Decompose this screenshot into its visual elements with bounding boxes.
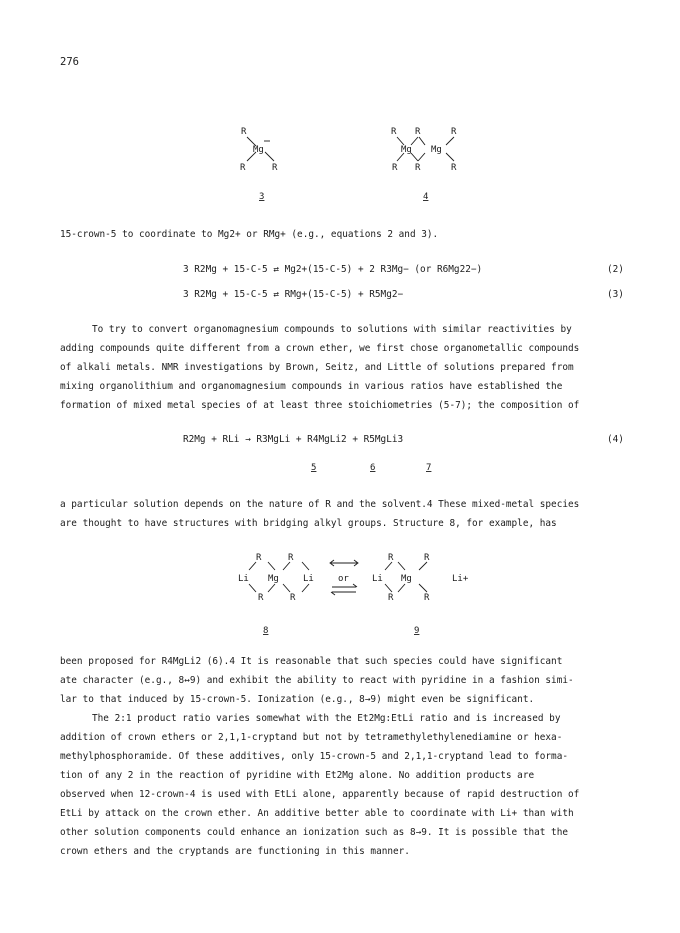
- paragraph-4-line: tion of any 2 in the reaction of pyridine with Et2Mg alone. No addition products are: [60, 770, 535, 781]
- equation-2-number: (2): [607, 264, 624, 275]
- r-label: R: [391, 127, 397, 137]
- r-label: R: [451, 127, 457, 137]
- r-label: R: [290, 593, 296, 603]
- compound-number-5: 5: [311, 463, 317, 473]
- mg-label: Mg: [268, 574, 279, 584]
- or-label: or: [338, 574, 349, 584]
- compound-number-7: 7: [426, 463, 432, 473]
- paragraph-2-line: a particular solution depends on the nature of R and the solvent.4 These mixed-metal species: [60, 499, 580, 510]
- paragraph-1-line: formation of mixed metal species of at least three stoichiometries (5-7); the composition of: [60, 400, 580, 411]
- li-label: Li: [238, 574, 249, 584]
- equation-4-number: (4): [607, 434, 624, 445]
- r-label: R: [388, 553, 394, 563]
- li-label: Li: [372, 574, 383, 584]
- r-label: R: [424, 593, 430, 603]
- equation-2: 3 R2Mg + 15-C-5 ⇄ Mg2+(15-C-5) + 2 R3Mg− (or R6Mg22−): [183, 264, 483, 275]
- r-label: R: [272, 163, 278, 173]
- r-label: R: [424, 553, 430, 563]
- r-label: R: [415, 127, 421, 137]
- equation-3: 3 R2Mg + 15-C-5 ⇄ RMg+(15-C-5) + R5Mg2−: [183, 289, 404, 300]
- mg-label: Mg: [431, 145, 442, 155]
- compound-number-6: 6: [370, 463, 376, 473]
- r-label: R: [288, 553, 294, 563]
- paragraph-4-line: observed when 12-crown-4 is used with EtLi alone, apparently because of rapid destruction of: [60, 789, 580, 800]
- r-label: R: [415, 163, 421, 173]
- paragraph-2-line: are thought to have structures with bridging alkyl groups. Structure 8, for example, has: [60, 518, 557, 529]
- compound-number-8: 8: [263, 626, 269, 636]
- li-label: Li: [303, 574, 314, 584]
- paragraph-3-line: been proposed for R4MgLi2 (6).4 It is reasonable that such species could have significant: [60, 656, 563, 667]
- paragraph-4-line: The 2:1 product ratio varies somewhat with the Et2Mg:EtLi ratio and is increased by: [92, 713, 561, 724]
- r-label: R: [451, 163, 457, 173]
- r-label: R: [241, 127, 247, 137]
- li-cation-label: Li+: [452, 574, 469, 584]
- mg-label: Mg: [253, 145, 264, 155]
- r-label: R: [388, 593, 394, 603]
- mg-label: Mg: [401, 574, 412, 584]
- paragraph-4-line: crown ethers and the cryptands are functioning in this manner.: [60, 846, 410, 857]
- intro-line: 15-crown-5 to coordinate to Mg2+ or RMg+ (e.g., equations 2 and 3).: [60, 229, 439, 240]
- paragraph-3-line: ate character (e.g., 8↔9) and exhibit the ability to react with pyridine in a fashion simi-: [60, 675, 574, 686]
- paragraph-1-line: mixing organolithium and organomagnesium compounds in various ratios have established the: [60, 381, 563, 392]
- compound-number-4: 4: [423, 192, 429, 202]
- r-label: R: [258, 593, 264, 603]
- paragraph-4-line: EtLi by attack on the crown ether. An additive better able to coordinate with Li+ than with: [60, 808, 574, 819]
- r-label: R: [256, 553, 262, 563]
- paragraph-3-line: lar to that induced by 15-crown-5. Ionization (e.g., 8→9) might even be significant.: [60, 694, 535, 705]
- paragraph-1-line: To try to convert organomagnesium compounds to solutions with similar reactivities by: [92, 324, 572, 335]
- equation-4: R2Mg + RLi → R3MgLi + R4MgLi2 + R5MgLi3: [183, 434, 404, 445]
- compound-number-9: 9: [414, 626, 420, 636]
- r-label: R: [392, 163, 398, 173]
- paragraph-4-line: addition of crown ethers or 2,1,1-cryptand but not by tetramethylethylenediamine or hexa-: [60, 732, 563, 743]
- r-label: R: [240, 163, 246, 173]
- equation-3-number: (3): [607, 289, 624, 300]
- paragraph-1-line: of alkali metals. NMR investigations by Brown, Seitz, and Little of solutions prepared from: [60, 362, 574, 373]
- page-number: 276: [60, 56, 79, 68]
- paragraph-4-line: other solution components could enhance an ionization such as 8→9. It is possible that the: [60, 827, 568, 838]
- compound-number-3: 3: [259, 192, 265, 202]
- paragraph-1-line: adding compounds quite different from a crown ether, we first chose organometallic compounds: [60, 343, 580, 354]
- paragraph-4-line: methylphosphoramide. Of these additives, only 15-crown-5 and 2,1,1-cryptand lead to forma-: [60, 751, 568, 762]
- mg-label: Mg: [401, 145, 412, 155]
